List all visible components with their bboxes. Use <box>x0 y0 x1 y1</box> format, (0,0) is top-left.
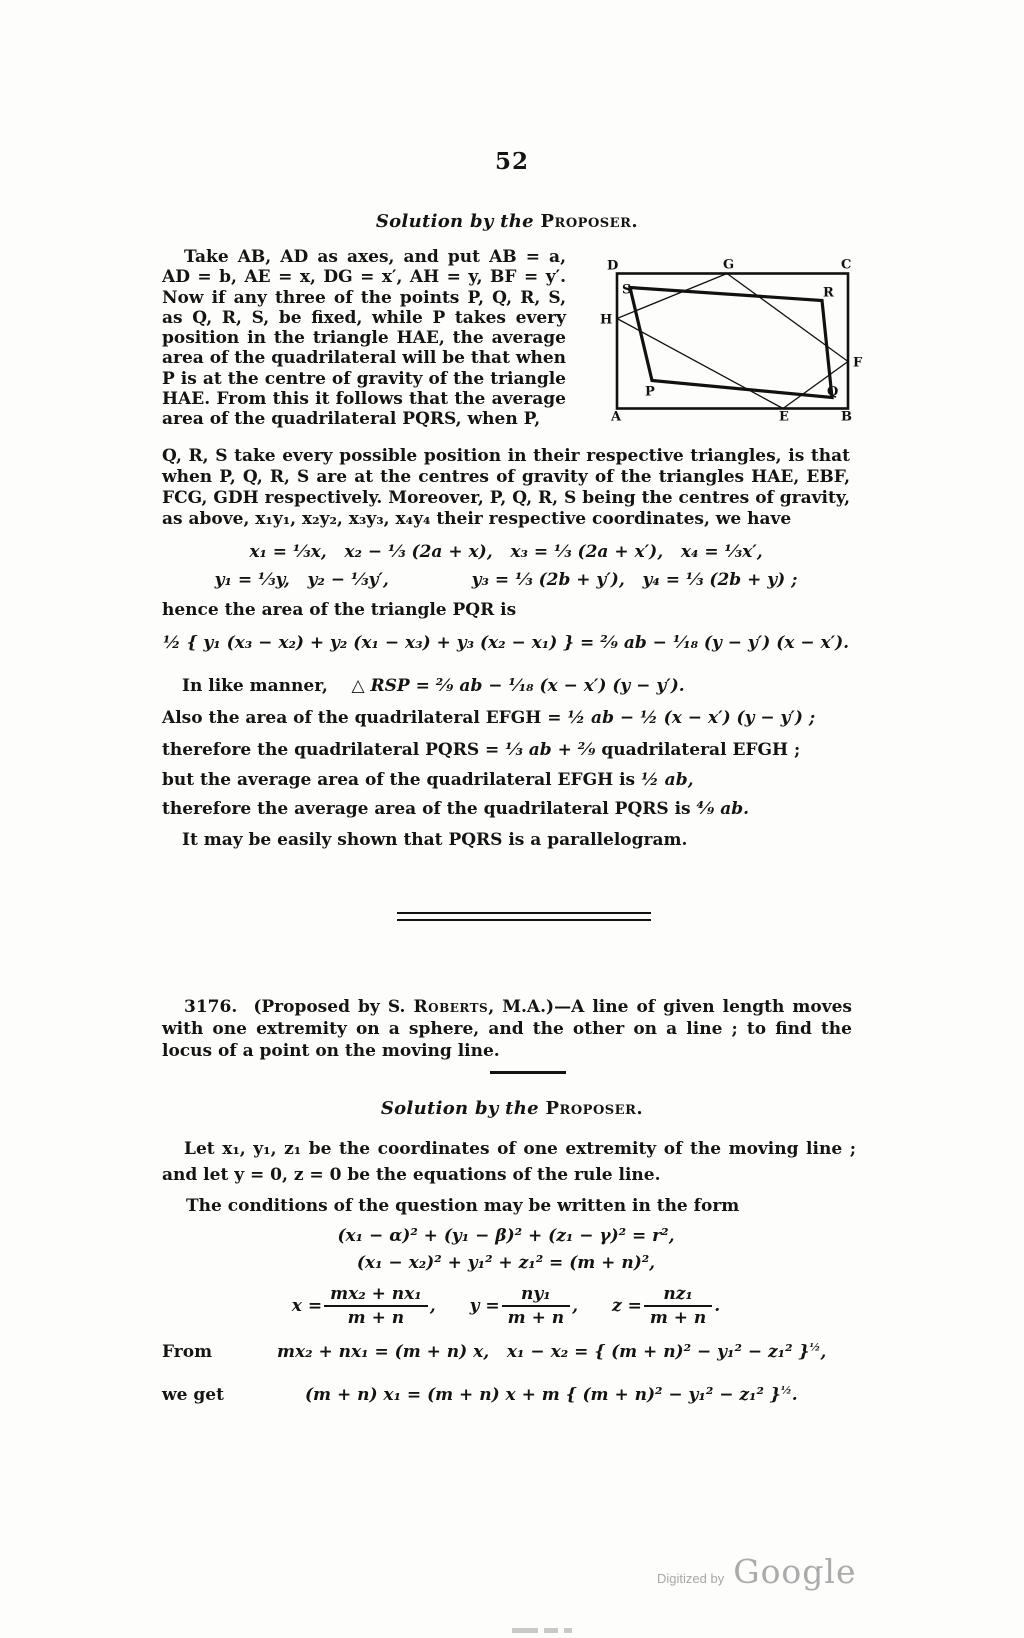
but-text: but the average area of the quadrilateral EFGH is <box>162 770 642 790</box>
digitized-by-text: Digitized by <box>657 1571 725 1586</box>
weget-equation <box>305 1385 798 1405</box>
fraction-y-denominator: m + n <box>507 1308 565 1328</box>
solution-heading-proposer: Proposer. <box>540 211 639 232</box>
geometry-figure <box>595 253 870 423</box>
label-D: D <box>607 258 619 274</box>
like-manner-equation: △ RSP = ²⁄₉ ab − ¹⁄₁₈ (x − x′) (y − y′). <box>351 676 685 696</box>
therefore1-text: therefore the quadrilateral PQRS = <box>162 740 506 760</box>
cut-off-text-fragment <box>512 1618 632 1626</box>
from-equation-exponent: ½ <box>809 1341 821 1354</box>
also-text: Also the area of the quadrilateral EFGH = <box>162 708 568 728</box>
weget-equation-row <box>162 1385 862 1405</box>
solution-heading-italic: Solution by the <box>375 211 541 232</box>
fraction-x-denominator: m + n <box>347 1308 405 1328</box>
therefore1-text2: quadrilateral EFGH ; <box>595 740 801 760</box>
paragraph-take-ab <box>162 247 566 430</box>
from-equation-row <box>162 1342 862 1362</box>
fraction-x-lhs: x = <box>291 1296 323 1316</box>
weget-label: we get <box>162 1385 224 1405</box>
therefore2-text: therefore the average area of the quadrilateral PQRS is <box>162 799 697 819</box>
therefore1-equation: ⅓ ab + ²⁄₉ <box>505 740 596 760</box>
fraction-z-lhs: z = <box>612 1296 642 1316</box>
solution-heading-italic: Solution by the <box>380 1098 546 1119</box>
section-divider-double-rule <box>397 912 651 921</box>
like-manner-line <box>182 676 685 696</box>
problem-divider-rule <box>490 1071 566 1074</box>
fraction-y-numerator: ny₁ <box>502 1284 570 1307</box>
but-average-line <box>162 770 694 790</box>
problem-statement: , M.A.)—A line of given length moves with one extremity on a sphere, and the other on a line ; to find the locus of a point on the moving line. <box>162 997 852 1061</box>
coords-line-2: y₁ = ⅓y, y₂ − ⅓y′, y₃ = ⅓ (2b + y′), y₄ = ⅓ (2b + y) ; <box>214 570 798 590</box>
conditions-line: The conditions of the question may be written in the form <box>186 1196 740 1216</box>
from-label: From <box>162 1342 213 1362</box>
fraction-z <box>612 1284 720 1328</box>
label-S: S <box>622 282 632 298</box>
solution-heading-proposer: Proposer. <box>545 1098 644 1119</box>
label-H: H <box>600 312 613 328</box>
label-Q: Q <box>827 384 839 400</box>
page-number: 52 <box>494 148 529 175</box>
fraction-x-stack <box>324 1284 428 1328</box>
paragraph-qrs-continued: Q, R, S take every possible position in their respective triangles, is that when P, Q, R, S are at the centres of gravity of the triangles HAE, EBF, FCG, GDH respectively. Moreover, P, Q, R, S being the centres of gravity, as above, x₁y₁, x₂y₂, x₃y₃, x₄y₄ their respective coordinates, we have <box>162 446 850 529</box>
weget-equation-tail: . <box>791 1385 798 1405</box>
fraction-y <box>470 1284 578 1328</box>
fraction-z-denominator: m + n <box>649 1308 707 1328</box>
but-equation: ½ ab, <box>641 770 694 790</box>
section-formula-fractions <box>162 1284 850 1328</box>
paragraph-take-ab-text: Take AB, AD as axes, and put AB = a, AD = b, AE = x, DG = x′, AH = y, BF = y′. Now if any three of the points P, Q, R, S, as Q, R, S, be fixed, while P takes every position in the triangle HAE, the average area of the quadrilateral will be that when P is at the centre of gravity of the triangle HAE. From this it follows that the average area of the quadrilateral PQRS, when P, <box>162 247 567 430</box>
therefore-average-line <box>162 799 749 819</box>
hence-line: hence the area of the triangle PQR is <box>162 600 517 620</box>
label-P: P <box>645 384 655 400</box>
fraction-x-numerator: mx₂ + nx₁ <box>324 1284 428 1307</box>
from-equation-main: mx₂ + nx₁ = (m + n) x, x₁ − x₂ = { (m + n)² − y₁² − z₁² } <box>277 1342 810 1362</box>
coords-line-1: x₁ = ⅓x, x₂ − ⅓ (2a + x), x₃ = ⅓ (2a + x′), x₄ = ⅓x′, <box>249 542 763 562</box>
label-B: B <box>841 409 852 423</box>
problem-author-name: Roberts <box>413 997 489 1017</box>
label-A: A <box>611 409 622 423</box>
weget-equation-exponent: ½ <box>780 1384 792 1397</box>
label-G: G <box>723 257 735 273</box>
label-E: E <box>779 409 789 423</box>
also-efgh-line <box>162 708 815 728</box>
label-R: R <box>823 285 834 301</box>
coordinate-equations <box>162 538 850 594</box>
therefore2-equation: ⁴⁄₉ ab. <box>696 799 750 819</box>
let-coordinates-paragraph <box>162 1136 856 1188</box>
let-coordinates-text: Let x₁, y₁, z₁ be the coordinates of one extremity of the moving line ; and let y = 0, z = 0 be the equations of the rule line. <box>162 1139 856 1185</box>
problem-pre-name: (Proposed by S. <box>237 997 414 1017</box>
google-logo: Google <box>733 1552 857 1591</box>
weget-equation-main: (m + n) x₁ = (m + n) x + m { (m + n)² − y₁² − z₁² } <box>305 1385 781 1405</box>
like-manner-text: In like manner, <box>182 676 352 696</box>
equation-sphere: (x₁ − α)² + (y₁ − β)² + (z₁ − γ)² = r², <box>337 1226 675 1246</box>
watermark <box>657 1552 857 1591</box>
fraction-y-lhs: y = <box>469 1296 500 1316</box>
quadrilateral-diagram <box>595 253 870 423</box>
problem-3176 <box>162 996 852 1062</box>
solution2-heading <box>162 1098 862 1119</box>
fraction-z-numerator: nz₁ <box>644 1284 712 1307</box>
parallelogram-remark: It may be easily shown that PQRS is a parallelogram. <box>182 830 688 850</box>
therefore-pqrs-line <box>162 740 800 760</box>
from-equation <box>277 1342 826 1362</box>
solution1-heading <box>162 211 852 232</box>
fraction-x-tail: , <box>429 1296 436 1316</box>
fraction-x <box>292 1284 436 1328</box>
problem-number: 3176. <box>184 997 238 1017</box>
from-equation-tail: , <box>820 1342 827 1362</box>
fraction-y-stack <box>502 1284 570 1328</box>
equation-length: (x₁ − x₂)² + y₁² + z₁² = (m + n)², <box>356 1253 656 1273</box>
fraction-z-stack <box>644 1284 712 1328</box>
fraction-z-tail: . <box>714 1296 721 1316</box>
also-equation: ½ ab − ½ (x − x′) (y − y′) ; <box>567 708 816 728</box>
label-F: F <box>853 355 863 371</box>
equation-triangle-pqr: ½ { y₁ (x₃ − x₂) + y₂ (x₁ − x₃) + y₃ (x₂ − x₁) } = ²⁄₉ ab − ¹⁄₁₈ (y − y′) (x − x′). <box>162 633 850 653</box>
label-C: C <box>841 257 852 273</box>
fraction-y-tail: , <box>572 1296 579 1316</box>
